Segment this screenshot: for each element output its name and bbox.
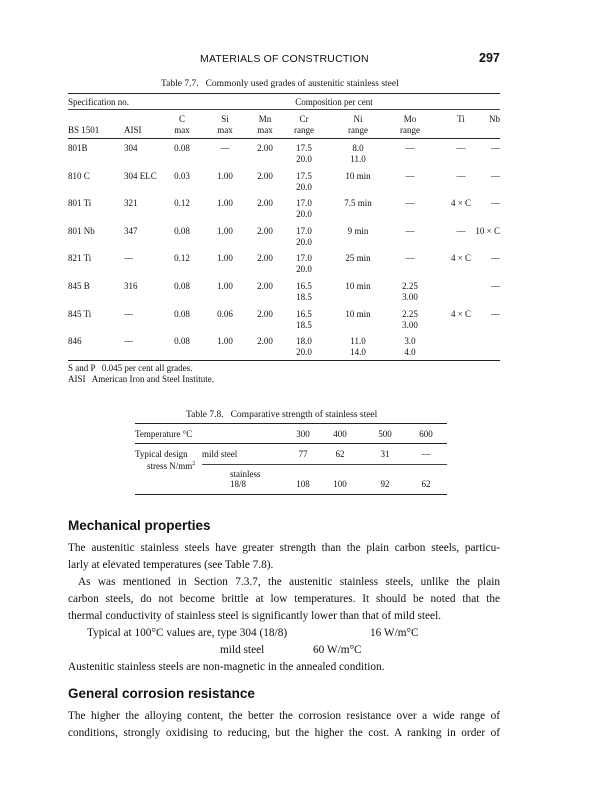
cell-ni: 14.0 [350,347,366,358]
cell-ti: 4 × C [450,308,472,319]
table-rule-top [68,93,500,94]
table-7-8-rule-bottom [135,494,447,495]
mild-steel-500: 31 [380,449,390,459]
typical-value-304: 16 W/m°C [370,627,419,639]
table-7-8-row-divider [202,464,447,465]
text-line: The austenitic stainless steels have greater strength than the plain carbon steels, particu- [68,542,500,554]
stainless-500: 92 [380,479,390,489]
stainless-600: 62 [421,479,431,489]
text-line: carbon steels, do not become brittle at low temperatures. It should be noted that the [68,593,500,605]
cell-c: 0.08 [174,281,190,291]
col-header-mo-bottom: range [400,125,420,135]
col-header-mn-bottom: max [257,125,273,135]
cell-si: 0.06 [217,308,233,319]
cell-aisi: 316 [124,281,138,291]
cell-cr: 20.0 [296,236,312,247]
paragraph-non-magnetic [68,659,500,676]
text-line: Austenitic stainless steels are non-magnetic in the annealed condition. [68,661,385,673]
cell-cr: 17.0 [296,198,312,209]
cell-ni: 10 min [345,308,371,319]
cell-mo: 4.0 [404,347,416,358]
stress-label-line-1: Typical design [135,449,188,459]
cell-nb: 10 × C [475,225,500,236]
cell-cr: 18.5 [296,319,312,330]
cell-bs1501: 845 Ti [68,308,92,319]
cell-bs1501: 801 Ti [68,198,92,209]
cell-aisi: 304 [124,143,138,153]
cell-si: 1.00 [217,281,233,291]
cell-cr: 20.0 [296,181,312,192]
cell-nb: — [491,198,500,209]
col-header-si-top: Si [221,114,229,124]
cell-nb: — [491,281,500,291]
text-line: conditions, strongly oxidising to reducing, but the higher the cost. A ranking in order of [68,727,500,739]
col-header-si-bottom: max [217,125,233,135]
table-rule-header [68,138,500,139]
cell-nb: — [491,170,500,181]
cell-aisi: — [124,336,133,347]
cell-mn: 2.00 [257,198,273,209]
cell-c: 0.08 [174,308,190,319]
cell-si: 1.00 [217,225,233,236]
cell-bs1501: 846 [68,336,82,347]
text-line: thermal conductivity of stainless steel is significantly lower than that of mild steel. [68,610,442,622]
cell-c: 0.08 [174,336,190,347]
cell-mn: 2.00 [257,308,273,319]
cell-c: 0.03 [174,170,190,181]
cell-ni: 7.5 min [344,198,372,209]
col-header-aisi-bottom: AISI [124,125,142,135]
text-line: larly at elevated temperatures (see Table 7.8). [68,559,274,571]
cell-ni: 11.0 [350,154,366,164]
mild-steel-600: — [421,449,431,459]
note-s-and-p: S and P 0.045 per cent all grades. [68,363,193,373]
table-7-7-caption-text: Commonly used grades of austenitic stainless steel [205,79,399,89]
stress-label-superscript: 2 [192,461,196,467]
col-header-mo-top: Mo [403,114,417,124]
col-header-ti-top: Ti [457,114,465,124]
typical-prefix: Typical at 100°C values are, type 304 (18/8) [87,627,288,639]
cell-mo: — [405,225,415,236]
spec-header: Specification no. [68,97,129,107]
text-line: The higher the alloying content, the better the corrosion resistance over a wide range of [68,710,500,722]
note-aisi: AISI American Iron and Steel Institute. [68,374,214,384]
cell-nb: — [491,253,500,264]
cell-si: 1.00 [217,253,233,264]
col-header-ni-bottom: range [348,125,368,135]
temp-500: 500 [378,429,392,439]
cell-cr: 20.0 [296,264,312,275]
cell-ti: — [456,225,466,236]
cell-mo: 3.00 [402,319,418,330]
temp-600: 600 [419,429,433,439]
table-7-8-caption-number: Table 7.8. [186,410,224,420]
cell-mn: 2.00 [257,281,273,291]
col-header-bs1501-bottom: BS 1501 [68,125,100,135]
cell-aisi: — [124,308,133,319]
cell-ti: 4 × C [450,198,472,209]
cell-mo: — [405,143,415,153]
stress-label-line-2: stress $N/mm^2$ [147,461,196,471]
cell-mo: 3.00 [402,292,418,302]
cell-mn: 2.00 [257,225,273,236]
temp-300: 300 [296,429,310,439]
cell-cr: 18.0 [296,336,312,347]
table-rule-sub [68,109,500,110]
col-header-cr-bottom: range [294,125,314,135]
table-7-7-caption-number: Table 7.7. [161,79,199,89]
heading-mechanical-properties: Mechanical properties [68,518,211,533]
typical-value-mild-steel: 60 W/m°C [313,644,362,656]
row-stainless-label-1: stainless [230,469,261,479]
col-header-c-top: C [178,114,186,124]
stainless-400: 100 [333,479,347,489]
row-mild-steel-label: mild steel [202,449,238,459]
mild-steel-400: 62 [335,449,345,459]
page-number: 297 [479,51,500,65]
cell-aisi: 347 [124,225,138,236]
cell-c: 0.12 [174,253,190,264]
table-7-7-caption [161,79,399,89]
heading-general-corrosion: General corrosion resistance [68,686,255,701]
cell-mo: 2.25 [402,281,418,291]
cell-bs1501: 801 Nb [68,225,95,236]
cell-cr: 16.5 [296,308,312,319]
row-stainless-label-2: 18/8 [230,479,247,489]
table-7-8-caption-text: Comparative strength of stainless steel [230,410,378,420]
paragraph-corrosion [68,708,500,742]
cell-cr: 18.5 [296,292,312,302]
cell-aisi: — [124,253,133,264]
cell-ni: 10 min [345,170,371,181]
table-7-8-caption [186,410,377,420]
cell-c: 0.08 [174,143,190,153]
cell-cr: 20.0 [296,347,312,358]
typical-values-line-2 [68,642,500,659]
cell-bs1501: 845 B [68,281,90,291]
cell-bs1501: 810 C [68,170,90,181]
cell-mo: — [405,170,415,181]
cell-ti: — [456,143,466,153]
cell-cr: 17.0 [296,225,312,236]
cell-mn: 2.00 [257,336,273,347]
running-head: MATERIALS OF CONSTRUCTION [200,53,369,65]
paragraph-mechanical [68,540,500,625]
cell-cr: 20.0 [296,209,312,220]
cell-mo: — [405,253,415,264]
cell-ni: 10 min [345,281,371,291]
text-line: As was mentioned in Section 7.3.7, the austenitic stainless steels, unlike the plain [78,576,500,588]
cell-ti: 4 × C [450,253,472,264]
comp-header: Composition per cent [295,97,373,107]
cell-cr: 20.0 [296,154,312,164]
cell-cr: 17.0 [296,253,312,264]
cell-si: 1.00 [217,336,233,347]
cell-mo: — [405,198,415,209]
cell-cr: 16.5 [296,281,312,291]
mild-steel-300: 77 [298,449,308,459]
table-7-7-notes [68,363,214,385]
table-7-8-rule-top [135,423,447,424]
cell-aisi: 304 ELC [124,170,157,181]
cell-cr: 17.5 [296,170,312,181]
cell-ni: 8.0 [352,143,364,153]
cell-nb: — [491,308,500,319]
temperature-label: Temperature °C [135,429,193,439]
cell-c: 0.12 [174,198,190,209]
cell-si: 1.00 [217,170,233,181]
cell-cr: 17.5 [296,143,312,153]
typical-values-line-1 [68,625,500,642]
table-rule-bottom [68,360,500,361]
col-header-c-bottom: max [174,125,190,135]
cell-mo: 2.25 [402,308,418,319]
cell-bs1501: 801B [68,143,88,153]
cell-ni: 11.0 [350,336,366,347]
temp-400: 400 [333,429,347,439]
cell-aisi: 321 [124,198,138,209]
cell-ni: 25 min [345,253,371,264]
cell-si: — [220,143,230,153]
cell-ti: — [456,170,466,181]
cell-si: 1.00 [217,198,233,209]
cell-mn: 2.00 [257,253,273,264]
col-header-cr-top: Cr [299,114,309,124]
cell-c: 0.08 [174,225,190,236]
cell-ni: 9 min [347,225,369,236]
cell-bs1501: 821 Ti [68,253,92,264]
col-header-ni-top: Ni [353,114,363,124]
cell-nb: — [491,143,500,153]
cell-mn: 2.00 [257,170,273,181]
col-header-nb-top: Nb [489,114,500,124]
typical-mild-steel-label: mild steel [220,644,265,656]
cell-mn: 2.00 [257,143,273,153]
cell-mo: 3.0 [404,336,416,347]
stainless-300: 108 [296,479,310,489]
table-7-8-rule-header [135,443,447,444]
col-header-mn-top: Mn [258,114,272,124]
